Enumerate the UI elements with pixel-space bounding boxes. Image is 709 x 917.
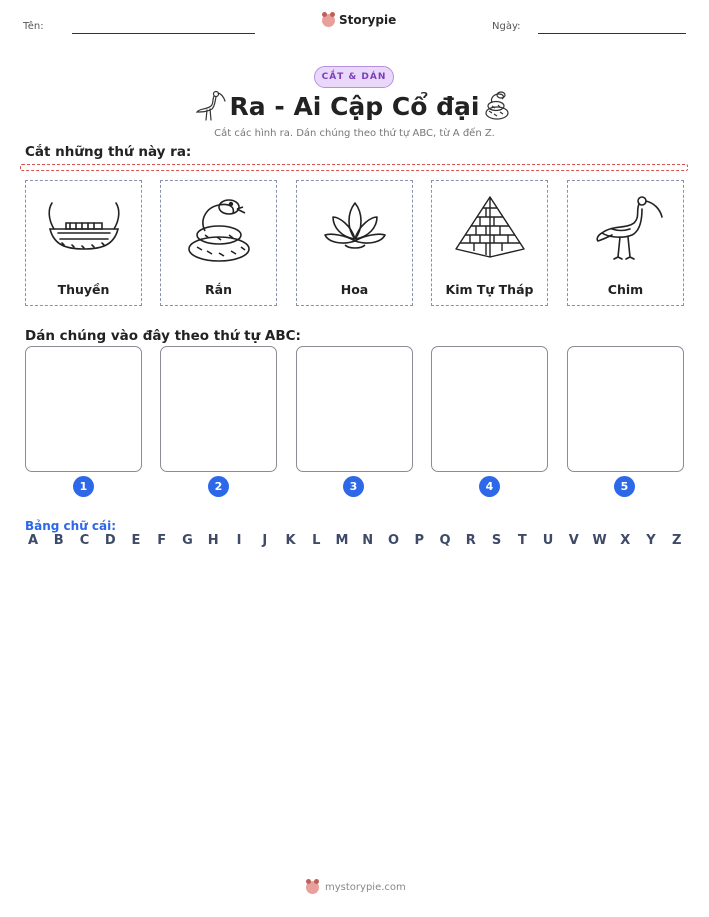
number-badge-1: 1 — [73, 476, 94, 497]
date-label: Ngày: — [492, 21, 521, 32]
alphabet-letter: O — [387, 533, 400, 548]
card-label: Rắn — [205, 282, 232, 297]
cut-card-flower[interactable] — [296, 180, 413, 306]
name-line — [72, 33, 255, 34]
alphabet-letter: I — [236, 533, 242, 548]
card-label: Chim — [607, 282, 644, 297]
cut-card-boat[interactable] — [25, 180, 142, 306]
alphabet-letter: U — [542, 533, 554, 548]
alphabet-letter: F — [157, 533, 167, 548]
alphabet-letter: L — [312, 533, 321, 548]
alphabet-letter: P — [414, 533, 425, 548]
alphabet-title: Bảng chữ cái: — [25, 519, 117, 533]
alphabet-row — [25, 533, 685, 548]
alphabet-letter: E — [131, 533, 141, 548]
number-badge-5: 5 — [614, 476, 635, 497]
storypie-logo-icon — [322, 14, 335, 27]
card-label: Thuyền — [57, 282, 110, 297]
cut-guide-line — [20, 164, 688, 171]
date-line — [538, 33, 686, 34]
alphabet-letter: Y — [646, 533, 656, 548]
cut-card-snake[interactable] — [160, 180, 277, 306]
cut-heading: Cắt những thứ này ra: — [25, 144, 192, 160]
snake-small-icon — [482, 89, 512, 121]
cut-card-bird[interactable] — [567, 180, 684, 306]
paste-box-2[interactable] — [160, 346, 277, 472]
footer-url[interactable]: mystorypie.com — [325, 882, 406, 893]
alphabet-letter: D — [104, 533, 116, 548]
paste-heading: Dán chúng vào đây theo thứ tự ABC: — [25, 328, 301, 344]
activity-badge: CẮT & DÁN — [314, 66, 394, 88]
alphabet-letter: M — [335, 533, 349, 548]
alphabet-letter: X — [620, 533, 631, 548]
storypie-logo-icon — [306, 881, 319, 894]
page-title: Ra - Ai Cập Cổ đại — [229, 92, 480, 121]
lotus-icon — [315, 189, 395, 269]
cut-card-pyramid[interactable] — [431, 180, 548, 306]
ibis-icon — [586, 189, 666, 269]
page-subtitle: Cắt các hình ra. Dán chúng theo thứ tự ABC, từ A đến Z. — [214, 128, 495, 139]
number-badge-2: 2 — [208, 476, 229, 497]
alphabet-letter: J — [262, 533, 268, 548]
footer — [306, 881, 406, 894]
alphabet-letter: T — [517, 533, 527, 548]
paste-box-1[interactable] — [25, 346, 142, 472]
card-label: Hoa — [340, 282, 369, 297]
number-badge-3: 3 — [343, 476, 364, 497]
alphabet-letter: Z — [672, 533, 682, 548]
brand — [322, 13, 396, 27]
paste-box-4[interactable] — [431, 346, 548, 472]
alphabet-letter: C — [79, 533, 90, 548]
alphabet-letter: G — [182, 533, 193, 548]
alphabet-letter: B — [53, 533, 64, 548]
alphabet-letter: R — [465, 533, 476, 548]
pyramid-icon — [450, 189, 530, 269]
paste-box-3[interactable] — [296, 346, 413, 472]
alphabet-letter: A — [27, 533, 39, 548]
snake-icon — [179, 189, 259, 269]
alphabet-letter: H — [207, 533, 219, 548]
number-badge-4: 4 — [479, 476, 500, 497]
name-label: Tên: — [23, 21, 44, 32]
brand-name: Storypie — [339, 13, 397, 27]
alphabet-letter: N — [362, 533, 374, 548]
paste-box-5[interactable] — [567, 346, 684, 472]
alphabet-letter: K — [285, 533, 296, 548]
boat-icon — [44, 189, 124, 269]
alphabet-letter: Q — [439, 533, 451, 548]
alphabet-letter: V — [568, 533, 579, 548]
card-label: Kim Tự Tháp — [445, 282, 534, 297]
alphabet-letter: W — [592, 533, 607, 548]
alphabet-letter: S — [491, 533, 502, 548]
